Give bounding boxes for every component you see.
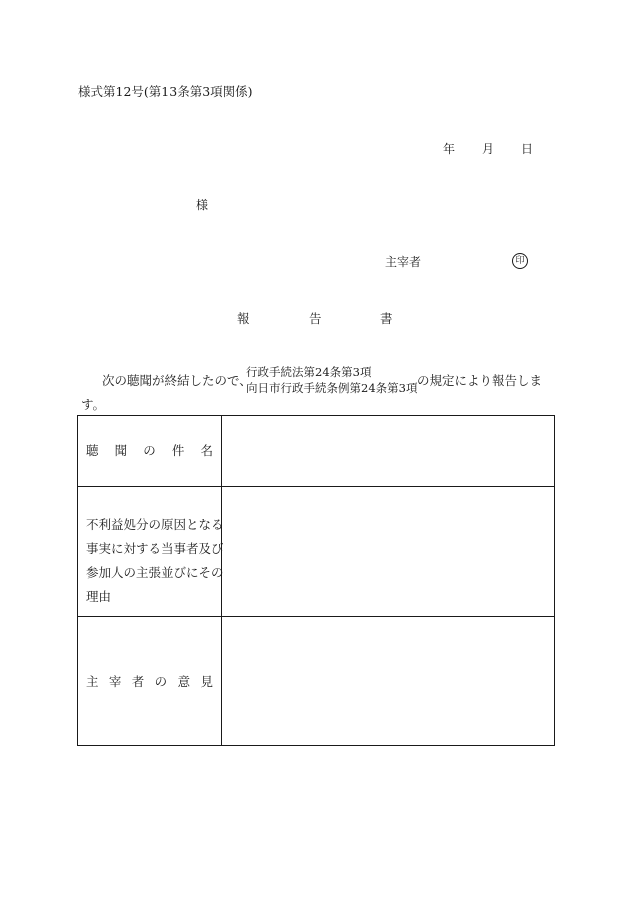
label-cell-hearing-case [78,416,222,486]
claims-label-line: 事実に対する当事者及び [86,541,224,556]
document-title-char: 書 [380,311,393,326]
body-text-trail: の規定により報告しま [417,373,543,388]
table-row-presider-opinion [78,617,554,746]
label-char: 聞 [114,443,128,458]
label-cell-claims [78,487,222,616]
label-char: 者 [131,674,145,689]
label-char: 宰 [108,674,122,689]
document-title-char: 報 [237,311,250,326]
label-char: 名 [200,443,213,458]
law-option-national: 行政手続法第24条第3項 [246,365,372,379]
date-month-label: 月 [482,142,495,156]
table-row-claims [78,487,554,617]
seal-mark: 印 [512,253,528,269]
label-cell-presider-opinion [78,617,222,746]
label-char: 聴 [86,443,99,458]
form-number: 様式第12号(第13条第3項関係) [78,84,253,99]
report-table [77,415,555,746]
date-year-label: 年 [443,142,456,156]
claims-label-line: 参加人の主張並びにその [86,565,224,580]
body-text-end: す。 [81,397,106,412]
label-char: 主 [86,674,99,689]
hearing-case-value[interactable] [222,416,554,486]
claims-value[interactable] [222,487,554,616]
date-line [443,143,533,155]
date-day-label: 日 [521,142,534,156]
claims-label-line: 理由 [86,589,112,604]
label-char: 意 [177,674,191,689]
claims-label-line: 不利益処分の原因となる [86,517,224,532]
claims-label [86,513,224,609]
presider-opinion-value[interactable] [222,617,554,746]
body-text-lead: 次の聴聞が終結したので、 [102,373,252,388]
law-option-municipal: 向日市行政手続条例第24条第3項 [246,381,418,395]
label-char: 件 [171,443,185,458]
label-char: 見 [200,674,213,689]
label-char: の [154,674,168,689]
document-title-char: 告 [309,311,322,326]
label-char: の [143,443,156,458]
hearing-case-label [86,445,213,458]
table-row-hearing-case [78,416,554,487]
addressee-suffix: 様 [196,198,209,212]
presider-label: 主宰者 [385,255,422,269]
presider-opinion-label [86,676,213,689]
